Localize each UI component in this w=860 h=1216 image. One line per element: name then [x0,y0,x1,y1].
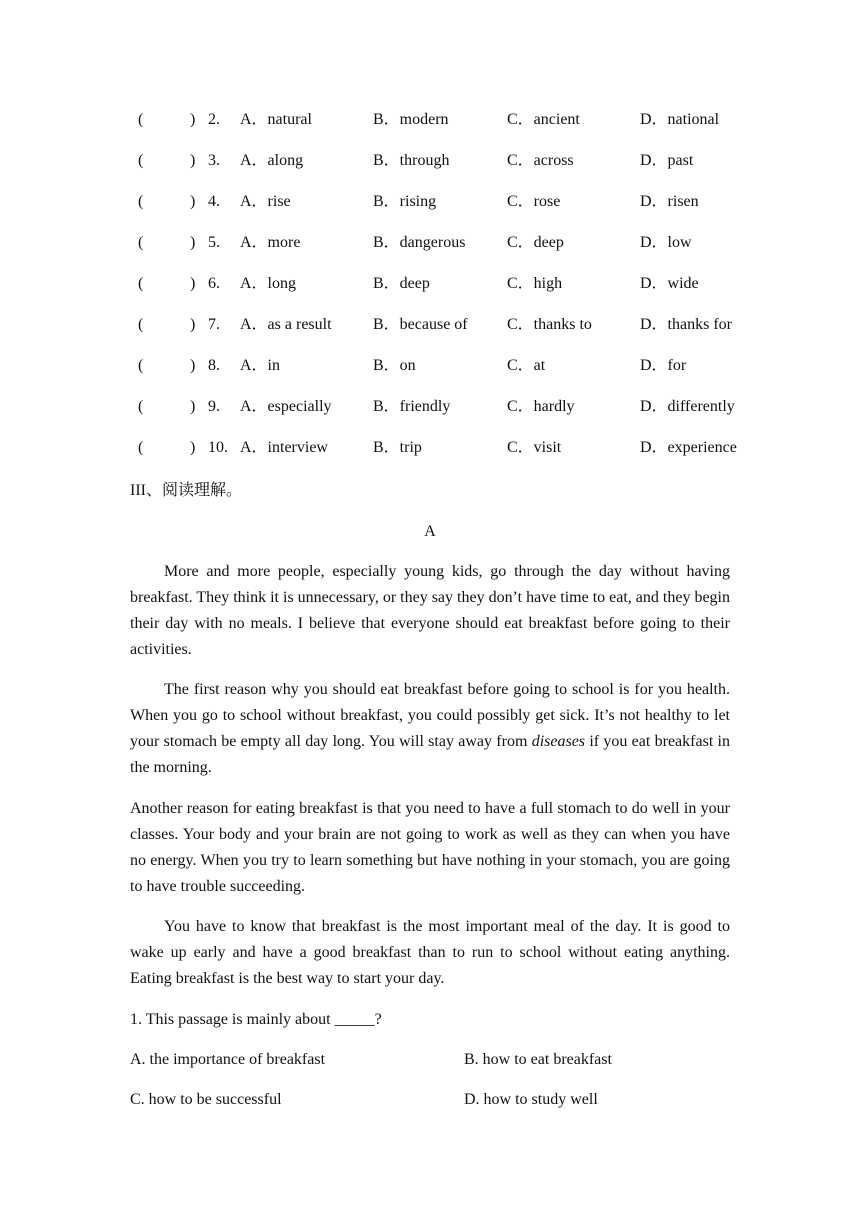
option-a: A．natural [240,111,312,128]
section-heading: III、阅读理解。 [130,482,242,499]
choice-row [0,272,860,296]
open-bracket: ( [138,193,144,210]
choice-row [0,231,860,255]
option-a: A．long [240,275,297,292]
item-number: 5. [208,234,220,251]
open-bracket: ( [138,275,144,292]
open-bracket: ( [138,316,144,333]
option-a: A．interview [240,439,328,456]
item-number: 10. [208,439,228,456]
option-b: B．friendly [373,398,451,415]
question-1-option-a: A. the importance of breakfast [130,1051,326,1068]
option-c: C．hardly [507,398,575,415]
passage-paragraph-2 [130,677,730,781]
choice-row [0,190,860,214]
option-d: D．national [640,111,720,128]
passage-paragraph-3: Another reason for eating breakfast is that you need to have a full stomach to do well in your classes. Your body and your brain are not going to work as well as they can when you have no energy. When you try to learn something but have nothing in your stomach, you are going to have trouble succeeding. [130,800,730,895]
option-b: B．on [373,357,416,374]
item-number: 6. [208,275,220,292]
choice-row [0,395,860,419]
option-c: C．ancient [507,111,580,128]
question-1-option-d: D. how to study well [464,1091,598,1108]
open-bracket: ( [138,357,144,374]
close-bracket: ) [190,357,196,374]
option-a: A．in [240,357,281,374]
choice-row [0,149,860,173]
question-1-option-b: B. how to eat breakfast [464,1051,612,1068]
choice-row [0,354,860,378]
item-number: 8. [208,357,220,374]
option-a: A．as a result [240,316,332,333]
passage-title: A [424,523,436,540]
option-c: C．rose [507,193,561,210]
close-bracket: ) [190,398,196,415]
close-bracket: ) [190,439,196,456]
option-c: C．visit [507,439,562,456]
open-bracket: ( [138,398,144,415]
close-bracket: ) [190,193,196,210]
choice-row [0,436,860,460]
option-b: B．deep [373,275,430,292]
passage-paragraph-4: You have to know that breakfast is the most important meal of the day. It is good to wake up early and have a good breakfast than to run to school without eating anything. Eating breakfast is the best way to start your day. [130,918,730,987]
close-bracket: ) [190,152,196,169]
option-a: A．rise [240,193,291,210]
close-bracket: ) [190,234,196,251]
paragraph-2-text-start: The first reason why you should eat breakfast before going to school is for you health. When you go to school without breakfast, you could possibly get sick. It’s not healthy to let your stomach be empty all day long. You will stay away from [130,681,730,750]
open-bracket: ( [138,234,144,251]
option-c: C．high [507,275,563,292]
close-bracket: ) [190,111,196,128]
item-number: 3. [208,152,220,169]
option-c: C．deep [507,234,564,251]
open-bracket: ( [138,152,144,169]
choice-row [0,313,860,337]
item-number: 2. [208,111,220,128]
option-b: B．through [373,152,450,169]
option-d: D．differently [640,398,735,415]
option-b: B．rising [373,193,437,210]
option-c: C．across [507,152,574,169]
option-c: C．at [507,357,546,374]
question-1-option-c: C. how to be successful [130,1091,282,1108]
option-b: B．because of [373,316,468,333]
item-number: 9. [208,398,220,415]
option-d: D．wide [640,275,699,292]
close-bracket: ) [190,316,196,333]
option-d: D．past [640,152,694,169]
item-number: 7. [208,316,220,333]
option-a: A．along [240,152,304,169]
option-d: D．risen [640,193,699,210]
open-bracket: ( [138,111,144,128]
option-a: A．especially [240,398,332,415]
option-b: B．trip [373,439,422,456]
option-b: B．modern [373,111,449,128]
option-d: D．low [640,234,692,251]
choice-row [0,108,860,132]
question-1-stem: 1. This passage is mainly about _____? [130,1011,382,1028]
passage-paragraph-1: More and more people, especially young kids, go through the day without having breakfast. They think it is unnecessary, or they say they don’t have time to eat, and they begin their day with no meals. I believe that everyone should eat breakfast before going to their activities. [130,563,730,658]
open-bracket: ( [138,439,144,456]
item-number: 4. [208,193,220,210]
option-d: D．for [640,357,687,374]
option-d: D．thanks for [640,316,732,333]
option-c: C．thanks to [507,316,592,333]
paragraph-2-text-end: if you eat breakfast in the morning. [130,733,731,776]
option-b: B．dangerous [373,234,466,251]
close-bracket: ) [190,275,196,292]
option-a: A．more [240,234,301,251]
italic-word-diseases: diseases [531,733,586,750]
option-d: D．experience [640,439,737,456]
